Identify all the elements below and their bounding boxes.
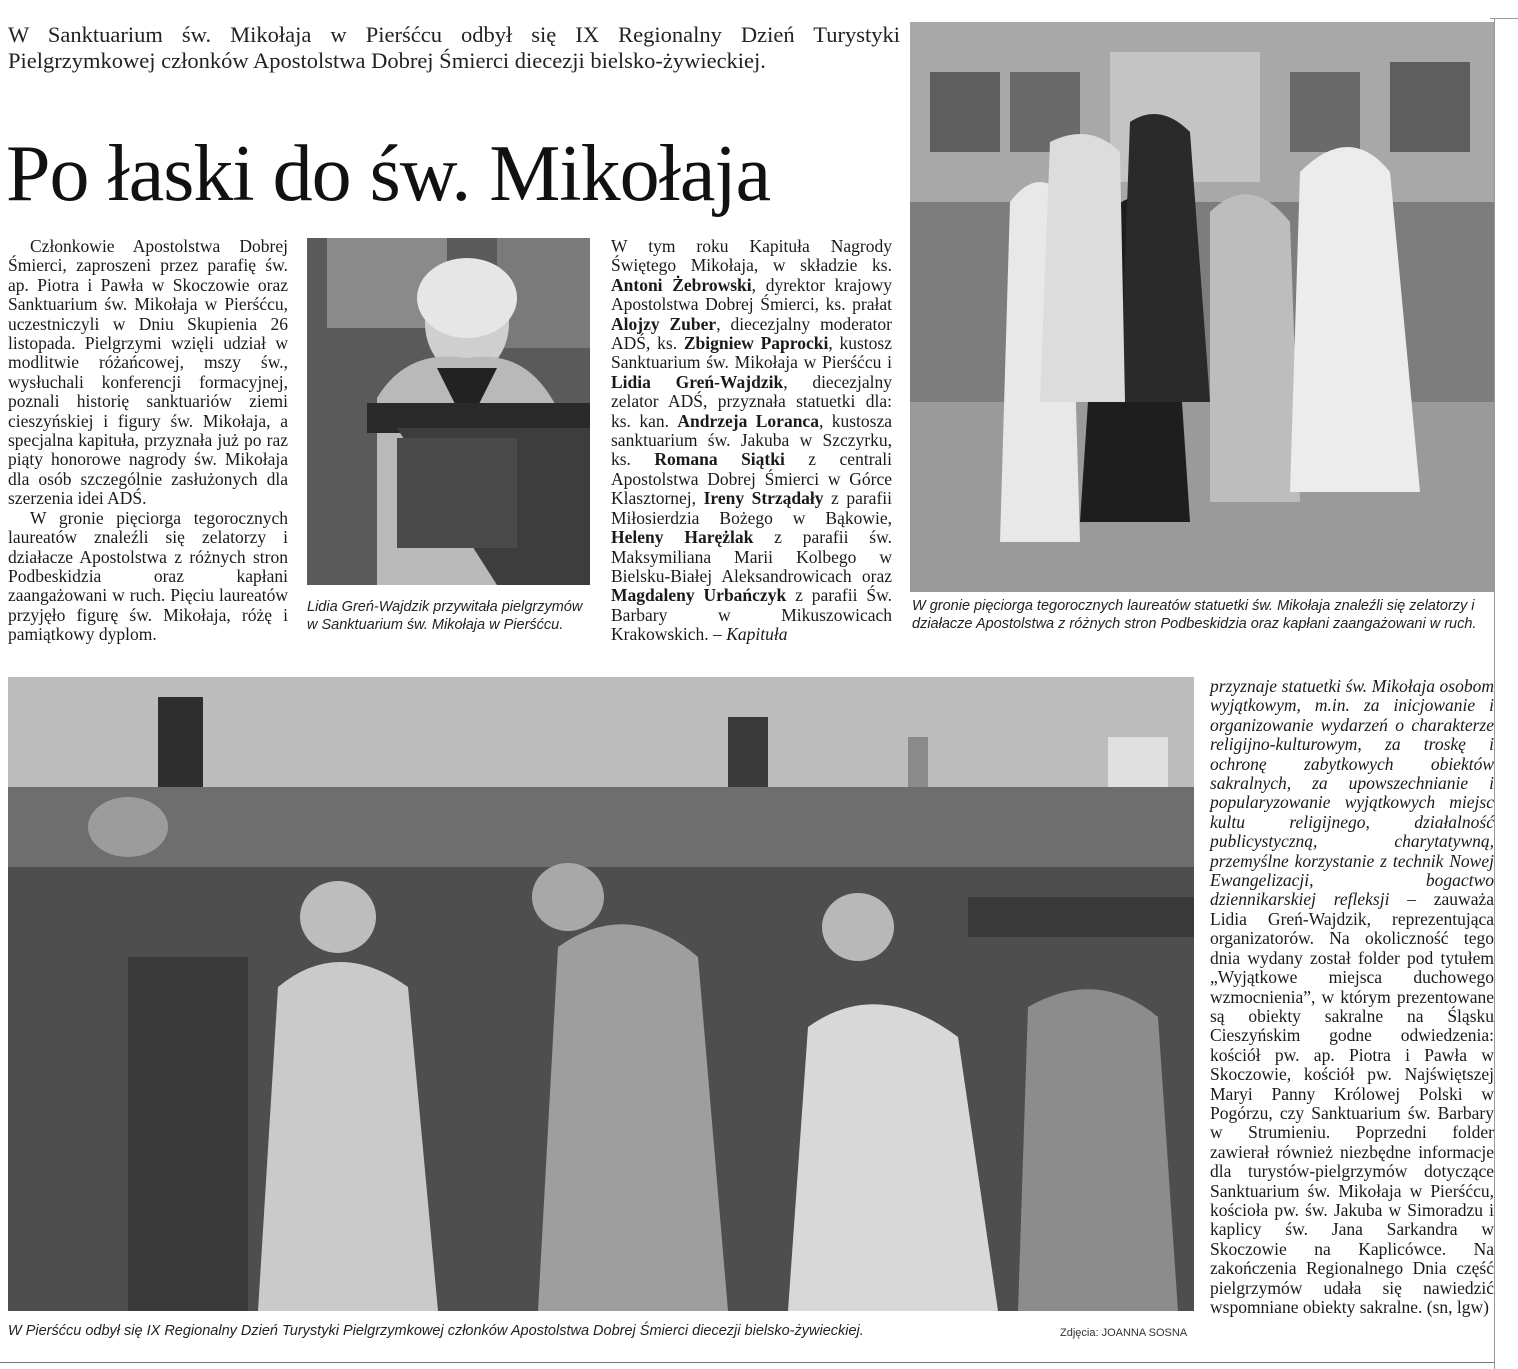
article-lead: W Sanktuarium św. Mikołaja w Pierśćcu odbył się IX Regionalny Dzień Turystyki Pielgrzymkowej członków Apostolstwa Dobrej Śmierci diecezji bielsko-żywieckiej. bbox=[8, 22, 900, 73]
person-name: Alojzy Zuber bbox=[611, 313, 717, 334]
speaker-photo bbox=[307, 238, 590, 585]
speaker-photo-caption: Lidia Greń-Wajdzik przywitała pielgrzymów w Sanktuarium św. Mikołaja w Pierśćcu. bbox=[307, 599, 583, 633]
person-name: Romana Siątki bbox=[654, 449, 785, 470]
paragraph: W gronie pięciorga tegorocznych laureatów znaleźli się zelatorzy i działacze Apostolstwa z różnych stron Podbeskidzia oraz kapłani zaangażowani w ruch. Pięciu laureatów przyjęło figurę św. Mikołaja, różę i pamiątkowy dyplom. bbox=[8, 507, 288, 645]
person-name: Magdaleny Urbańczyk bbox=[611, 585, 787, 606]
laureates-photo-caption: W gronie pięciorga tegorocznych laureatów statuetki św. Mikołaja znaleźli się zelatorzy i działacze Apostolstwa z różnych stron Podbeskidzia oraz kapłani zaangażowani w ruch. bbox=[912, 598, 1477, 632]
person-name: Antoni Żebrowski bbox=[611, 274, 752, 295]
article-column-1 bbox=[8, 237, 288, 645]
photo-credit: Zdjęcia: JOANNA SOSNA bbox=[1060, 1327, 1188, 1339]
person-name: Ireny Strządały bbox=[703, 488, 824, 509]
congregation-photo-caption: W Pierśćcu odbył się IX Regionalny Dzień Turystyki Pielgrzymkowej członków Apostolstwa Dobrej Śmierci diecezji bielsko-żywieckiej. bbox=[8, 1323, 864, 1339]
paragraph: Członkowie Apostolstwa Dobrej Śmierci, zaproszeni przez parafię św. ap. Piotra i Pawła w Skoczowie oraz Sanktuarium św. Mikołaja w Pierśćcu, uczestniczyli w Dniu Skupienia 26 listopada. Pielgrzymi wzięli udział w modlitwie różańcowej, mszy św., wysłuchali konferencji formacyjnej, poznali historię sanktuariów ziemi cieszyńskiej i figury św. Mikołaja, a specjalna kapituła, przyznała już po raz piąty honorowe nagrody św. Mikołaja dla osób szczególnie zasłużonych dla szerzenia idei ADŚ. bbox=[8, 236, 288, 509]
person-name: Andrzeja Loranca bbox=[677, 410, 819, 431]
side-rule bbox=[1494, 18, 1495, 1369]
article-column-right bbox=[1210, 677, 1494, 1317]
congregation-photo bbox=[8, 677, 1194, 1311]
person-name: Lidia Greń-Wajdzik bbox=[611, 371, 784, 392]
person-name: Heleny Harężlak bbox=[611, 527, 754, 548]
article-headline: Po łaski do św. Mikołaja bbox=[6, 130, 771, 218]
paragraph: W tym roku Kapituła Nagrody Świętego Mikołaja, w składzie ks. Antoni Żebrowski, dyrektor krajowy Apostolstwa Dobrej Śmierci, ks. prałat Alojzy Zuber, diecezjalny moderator ADŚ, ks. Zbigniew Paprocki, kustosz Sanktuarium św. Mikołaja w Pierśćcu i Lidia Greń-Wajdzik, diecezjalny zelator ADŚ, przyznała statuetki dla: ks. kan. Andrzeja Loranca, kustosza sanktuarium św. Jakuba w Szczyrku, ks. Romana Siątki z centrali Apostolstwa Dobrej Śmierci w Górce Klasztornej, Ireny Strządały z parafii Miłosierdzia Bożego w Bąkowie, Heleny Harężlak z parafii św. Maksymiliana Marii Kolbego w Bielsku-Białej Aleksandrowicach oraz Magdaleny Urbańczyk z parafii Św. Barbary w Mikuszowicach Krakowskich. – Kapituła bbox=[611, 236, 893, 645]
person-name: Zbigniew Paprocki bbox=[683, 333, 829, 354]
bottom-rule bbox=[0, 1362, 1494, 1363]
laureates-photo bbox=[910, 22, 1494, 592]
article-column-3 bbox=[611, 237, 892, 645]
paragraph: przyznaje statuetki św. Mikołaja osobom wyjątkowym, m.in. za inicjowanie i organizowanie wydarzeń o charakterze religijno-kulturowym, za troskę i ochronę zabytkowych obiektów sakralnych, za upowszechnianie i popularyzowanie wyjątkowych miejsc kultu religijnego, działalność publicystyczną, charytatywną, przemyślne korzystanie z technik Nowej Ewangelizacji, bogactwo dziennikarskiej refleksji – zauważa Lidia Greń-Wajdzik, reprezentująca organizatorów. Na okoliczność tego dnia wydany został folder pod tytułem „Wyjątkowe miejsca duchowego wzmocnienia”, w którym prezentowane są obiekty sakralne na Śląsku Cieszyńskim godne odwiedzenia: kościół pw. ap. Piotra i Pawła w Skoczowie, kościół pw. Najświętszej Maryi Panny Królowej Polski w Pogórzu, czy Sanktuarium św. Barbary w Strumieniu. Poprzedni folder zawierał również niezbędne informacje dla turystów-pielgrzymów dotyczące Sanktuarium św. Mikołaja w Pierśćcu, kościoła pw. św. Jakuba w Simoradzu i kaplicy św. Jana Sarkandra w Skoczowie na Kaplicówce. Na zakończenia Regionalnego Dnia część pielgrzymów udała się nawiedzić wspomniane obiekty sakralne. (sn, lgw) bbox=[1210, 676, 1494, 1317]
corner-rule bbox=[1490, 0, 1518, 19]
